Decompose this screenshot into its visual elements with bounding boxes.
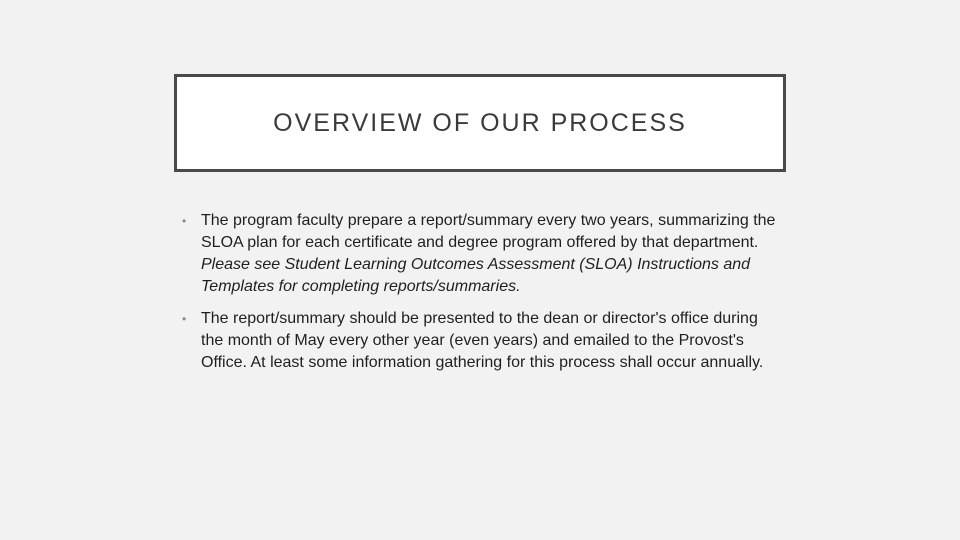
bullet-icon: • <box>182 312 187 326</box>
bullet-italic-text: Please see Student Learning Outcomes Assessment (SLOA) Instructions and Templates for completing reports/summaries. <box>201 256 751 295</box>
bullet-item <box>182 210 782 298</box>
slide-content <box>182 210 782 384</box>
bullet-text: The report/summary should be presented to the dean or director's office during the month of May every other year (even years) and emailed to the Provost's Office. At least some information gathering for this process shall occur annually. <box>201 310 764 371</box>
title-box <box>174 74 786 172</box>
bullet-text: The program faculty prepare a report/summary every two years, summarizing the SLOA plan for each certificate and degree program offered by that department. <box>201 212 776 251</box>
bullet-icon: • <box>182 214 187 228</box>
bullet-item <box>182 308 782 374</box>
slide-title: OVERVIEW OF OUR PROCESS <box>273 108 687 137</box>
